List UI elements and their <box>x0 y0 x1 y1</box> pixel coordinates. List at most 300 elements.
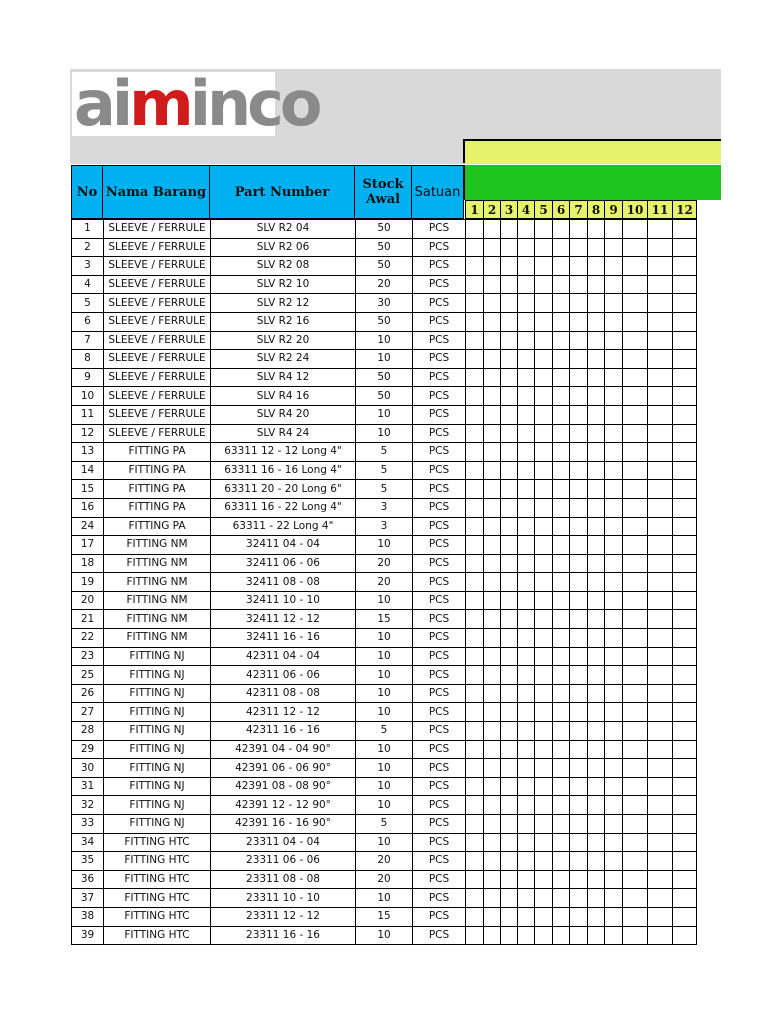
month-cell[interactable] <box>466 443 484 462</box>
month-cell[interactable] <box>484 684 501 703</box>
month-cell[interactable] <box>501 331 518 350</box>
month-cell[interactable] <box>648 591 673 610</box>
month-cell[interactable] <box>623 536 648 555</box>
month-cell[interactable] <box>484 759 501 778</box>
month-cell[interactable] <box>673 536 697 555</box>
month-cell[interactable] <box>648 275 673 294</box>
month-cell[interactable] <box>535 722 553 741</box>
month-cell[interactable] <box>623 703 648 722</box>
month-cell[interactable] <box>605 722 623 741</box>
month-cell[interactable] <box>623 368 648 387</box>
month-cell[interactable] <box>535 517 553 536</box>
month-cell[interactable] <box>648 461 673 480</box>
month-cell[interactable] <box>570 350 588 369</box>
month-cell[interactable] <box>501 443 518 462</box>
month-cell[interactable] <box>553 294 570 313</box>
month-cell[interactable] <box>673 517 697 536</box>
month-cell[interactable] <box>605 759 623 778</box>
month-cell[interactable] <box>484 833 501 852</box>
month-cell[interactable] <box>553 759 570 778</box>
month-cell[interactable] <box>623 331 648 350</box>
month-cell[interactable] <box>466 759 484 778</box>
month-cell[interactable] <box>466 610 484 629</box>
month-cell[interactable] <box>484 666 501 685</box>
month-cell[interactable] <box>518 647 535 666</box>
month-cell[interactable] <box>623 554 648 573</box>
month-cell[interactable] <box>605 294 623 313</box>
month-cell[interactable] <box>648 220 673 239</box>
month-cell[interactable] <box>501 703 518 722</box>
month-cell[interactable] <box>484 777 501 796</box>
month-cell[interactable] <box>588 387 605 406</box>
month-cell[interactable] <box>535 759 553 778</box>
month-cell[interactable] <box>518 759 535 778</box>
month-cell[interactable] <box>518 629 535 648</box>
month-cell[interactable] <box>605 554 623 573</box>
month-cell[interactable] <box>484 461 501 480</box>
month-cell[interactable] <box>673 889 697 908</box>
month-cell[interactable] <box>673 368 697 387</box>
month-cell[interactable] <box>673 926 697 945</box>
month-cell[interactable] <box>518 257 535 276</box>
month-cell[interactable] <box>518 591 535 610</box>
month-cell[interactable] <box>553 684 570 703</box>
month-cell[interactable] <box>570 331 588 350</box>
month-cell[interactable] <box>466 275 484 294</box>
month-cell[interactable] <box>605 275 623 294</box>
month-cell[interactable] <box>484 610 501 629</box>
month-cell[interactable] <box>553 554 570 573</box>
month-cell[interactable] <box>466 368 484 387</box>
month-cell[interactable] <box>466 517 484 536</box>
month-cell[interactable] <box>518 777 535 796</box>
month-cell[interactable] <box>535 275 553 294</box>
month-cell[interactable] <box>553 536 570 555</box>
month-cell[interactable] <box>648 815 673 834</box>
month-cell[interactable] <box>648 740 673 759</box>
month-cell[interactable] <box>648 257 673 276</box>
month-cell[interactable] <box>623 238 648 257</box>
month-cell[interactable] <box>484 591 501 610</box>
month-cell[interactable] <box>518 926 535 945</box>
month-cell[interactable] <box>466 461 484 480</box>
month-cell[interactable] <box>501 777 518 796</box>
month-cell[interactable] <box>484 405 501 424</box>
month-cell[interactable] <box>673 275 697 294</box>
month-cell[interactable] <box>648 703 673 722</box>
month-cell[interactable] <box>623 480 648 499</box>
month-cell[interactable] <box>673 684 697 703</box>
month-cell[interactable] <box>484 647 501 666</box>
month-cell[interactable] <box>501 740 518 759</box>
month-cell[interactable] <box>518 517 535 536</box>
month-cell[interactable] <box>673 405 697 424</box>
month-cell[interactable] <box>518 480 535 499</box>
month-cell[interactable] <box>605 238 623 257</box>
month-cell[interactable] <box>466 926 484 945</box>
month-cell[interactable] <box>501 796 518 815</box>
month-cell[interactable] <box>623 424 648 443</box>
month-cell[interactable] <box>570 703 588 722</box>
month-cell[interactable] <box>673 852 697 871</box>
month-cell[interactable] <box>518 870 535 889</box>
month-cell[interactable] <box>623 759 648 778</box>
month-cell[interactable] <box>466 629 484 648</box>
month-cell[interactable] <box>570 257 588 276</box>
month-cell[interactable] <box>484 220 501 239</box>
month-cell[interactable] <box>673 629 697 648</box>
month-cell[interactable] <box>553 870 570 889</box>
month-cell[interactable] <box>553 238 570 257</box>
month-cell[interactable] <box>518 294 535 313</box>
month-cell[interactable] <box>501 889 518 908</box>
month-cell[interactable] <box>501 461 518 480</box>
month-cell[interactable] <box>484 331 501 350</box>
month-cell[interactable] <box>605 926 623 945</box>
month-cell[interactable] <box>501 815 518 834</box>
month-cell[interactable] <box>518 833 535 852</box>
month-cell[interactable] <box>623 907 648 926</box>
month-cell[interactable] <box>588 815 605 834</box>
month-cell[interactable] <box>553 722 570 741</box>
month-cell[interactable] <box>518 796 535 815</box>
month-cell[interactable] <box>466 536 484 555</box>
month-cell[interactable] <box>553 312 570 331</box>
month-cell[interactable] <box>518 740 535 759</box>
month-cell[interactable] <box>623 926 648 945</box>
month-cell[interactable] <box>466 647 484 666</box>
month-cell[interactable] <box>588 796 605 815</box>
month-cell[interactable] <box>605 852 623 871</box>
month-cell[interactable] <box>605 461 623 480</box>
month-cell[interactable] <box>605 573 623 592</box>
month-cell[interactable] <box>535 889 553 908</box>
month-cell[interactable] <box>501 405 518 424</box>
month-cell[interactable] <box>623 443 648 462</box>
month-cell[interactable] <box>466 907 484 926</box>
month-cell[interactable] <box>673 331 697 350</box>
month-cell[interactable] <box>553 573 570 592</box>
month-cell[interactable] <box>588 740 605 759</box>
month-cell[interactable] <box>518 610 535 629</box>
month-cell[interactable] <box>535 796 553 815</box>
month-cell[interactable] <box>623 684 648 703</box>
month-cell[interactable] <box>466 889 484 908</box>
month-cell[interactable] <box>673 591 697 610</box>
month-cell[interactable] <box>605 777 623 796</box>
month-cell[interactable] <box>466 238 484 257</box>
month-cell[interactable] <box>623 722 648 741</box>
month-cell[interactable] <box>535 257 553 276</box>
month-cell[interactable] <box>501 591 518 610</box>
month-cell[interactable] <box>570 815 588 834</box>
month-cell[interactable] <box>605 312 623 331</box>
month-cell[interactable] <box>553 517 570 536</box>
month-cell[interactable] <box>588 554 605 573</box>
month-cell[interactable] <box>588 907 605 926</box>
month-cell[interactable] <box>501 722 518 741</box>
month-cell[interactable] <box>673 257 697 276</box>
month-cell[interactable] <box>588 443 605 462</box>
month-cell[interactable] <box>466 852 484 871</box>
month-cell[interactable] <box>570 796 588 815</box>
month-cell[interactable] <box>570 312 588 331</box>
month-cell[interactable] <box>501 926 518 945</box>
month-cell[interactable] <box>605 629 623 648</box>
month-cell[interactable] <box>501 368 518 387</box>
month-cell[interactable] <box>623 889 648 908</box>
month-cell[interactable] <box>484 443 501 462</box>
month-cell[interactable] <box>673 647 697 666</box>
month-cell[interactable] <box>553 926 570 945</box>
month-cell[interactable] <box>535 331 553 350</box>
month-cell[interactable] <box>518 350 535 369</box>
month-cell[interactable] <box>588 275 605 294</box>
month-cell[interactable] <box>673 815 697 834</box>
month-cell[interactable] <box>623 591 648 610</box>
month-cell[interactable] <box>588 257 605 276</box>
month-cell[interactable] <box>623 666 648 685</box>
month-cell[interactable] <box>588 666 605 685</box>
month-cell[interactable] <box>588 331 605 350</box>
month-cell[interactable] <box>648 573 673 592</box>
month-cell[interactable] <box>570 461 588 480</box>
month-cell[interactable] <box>535 238 553 257</box>
month-cell[interactable] <box>605 610 623 629</box>
month-cell[interactable] <box>673 666 697 685</box>
month-cell[interactable] <box>588 238 605 257</box>
month-cell[interactable] <box>648 907 673 926</box>
month-cell[interactable] <box>588 926 605 945</box>
month-cell[interactable] <box>484 722 501 741</box>
month-cell[interactable] <box>484 238 501 257</box>
month-cell[interactable] <box>466 312 484 331</box>
month-cell[interactable] <box>570 907 588 926</box>
month-cell[interactable] <box>623 777 648 796</box>
month-cell[interactable] <box>535 294 553 313</box>
month-cell[interactable] <box>673 443 697 462</box>
month-cell[interactable] <box>535 777 553 796</box>
month-cell[interactable] <box>648 759 673 778</box>
month-cell[interactable] <box>553 815 570 834</box>
month-cell[interactable] <box>535 480 553 499</box>
month-cell[interactable] <box>484 629 501 648</box>
month-cell[interactable] <box>605 591 623 610</box>
month-cell[interactable] <box>570 926 588 945</box>
month-cell[interactable] <box>535 833 553 852</box>
month-cell[interactable] <box>623 852 648 871</box>
month-cell[interactable] <box>501 536 518 555</box>
month-cell[interactable] <box>501 870 518 889</box>
month-cell[interactable] <box>518 703 535 722</box>
month-cell[interactable] <box>518 461 535 480</box>
month-cell[interactable] <box>648 833 673 852</box>
month-cell[interactable] <box>484 312 501 331</box>
month-cell[interactable] <box>648 647 673 666</box>
month-cell[interactable] <box>518 907 535 926</box>
month-cell[interactable] <box>553 275 570 294</box>
month-cell[interactable] <box>553 461 570 480</box>
month-cell[interactable] <box>501 554 518 573</box>
month-cell[interactable] <box>484 350 501 369</box>
month-cell[interactable] <box>623 610 648 629</box>
month-cell[interactable] <box>623 405 648 424</box>
month-cell[interactable] <box>501 387 518 406</box>
month-cell[interactable] <box>535 870 553 889</box>
month-cell[interactable] <box>673 573 697 592</box>
month-cell[interactable] <box>570 833 588 852</box>
month-cell[interactable] <box>648 443 673 462</box>
month-cell[interactable] <box>605 684 623 703</box>
month-cell[interactable] <box>648 796 673 815</box>
month-cell[interactable] <box>570 610 588 629</box>
month-cell[interactable] <box>466 796 484 815</box>
month-cell[interactable] <box>605 907 623 926</box>
month-cell[interactable] <box>518 220 535 239</box>
month-cell[interactable] <box>605 257 623 276</box>
month-cell[interactable] <box>570 238 588 257</box>
month-cell[interactable] <box>648 387 673 406</box>
month-cell[interactable] <box>605 647 623 666</box>
month-cell[interactable] <box>605 405 623 424</box>
month-cell[interactable] <box>570 759 588 778</box>
month-cell[interactable] <box>501 257 518 276</box>
month-cell[interactable] <box>588 498 605 517</box>
month-cell[interactable] <box>501 666 518 685</box>
month-cell[interactable] <box>553 368 570 387</box>
month-cell[interactable] <box>648 852 673 871</box>
month-cell[interactable] <box>466 703 484 722</box>
month-cell[interactable] <box>648 517 673 536</box>
month-cell[interactable] <box>570 498 588 517</box>
month-cell[interactable] <box>588 684 605 703</box>
month-cell[interactable] <box>484 815 501 834</box>
month-cell[interactable] <box>570 740 588 759</box>
month-cell[interactable] <box>553 629 570 648</box>
month-cell[interactable] <box>518 498 535 517</box>
month-cell[interactable] <box>570 722 588 741</box>
month-cell[interactable] <box>484 480 501 499</box>
month-cell[interactable] <box>501 238 518 257</box>
month-cell[interactable] <box>648 777 673 796</box>
month-cell[interactable] <box>535 461 553 480</box>
month-cell[interactable] <box>673 722 697 741</box>
month-cell[interactable] <box>501 647 518 666</box>
month-cell[interactable] <box>484 498 501 517</box>
month-cell[interactable] <box>605 443 623 462</box>
month-cell[interactable] <box>535 498 553 517</box>
month-cell[interactable] <box>673 740 697 759</box>
month-cell[interactable] <box>553 257 570 276</box>
month-cell[interactable] <box>518 573 535 592</box>
month-cell[interactable] <box>605 387 623 406</box>
month-cell[interactable] <box>605 703 623 722</box>
month-cell[interactable] <box>553 220 570 239</box>
month-cell[interactable] <box>484 796 501 815</box>
month-cell[interactable] <box>466 684 484 703</box>
month-cell[interactable] <box>553 796 570 815</box>
month-cell[interactable] <box>648 554 673 573</box>
month-cell[interactable] <box>553 666 570 685</box>
month-cell[interactable] <box>588 647 605 666</box>
month-cell[interactable] <box>535 666 553 685</box>
month-cell[interactable] <box>501 852 518 871</box>
month-cell[interactable] <box>535 591 553 610</box>
month-cell[interactable] <box>553 405 570 424</box>
month-cell[interactable] <box>570 387 588 406</box>
month-cell[interactable] <box>484 573 501 592</box>
month-cell[interactable] <box>588 870 605 889</box>
month-cell[interactable] <box>648 331 673 350</box>
month-cell[interactable] <box>535 350 553 369</box>
month-cell[interactable] <box>605 889 623 908</box>
month-cell[interactable] <box>648 629 673 648</box>
month-cell[interactable] <box>605 870 623 889</box>
month-cell[interactable] <box>570 591 588 610</box>
month-cell[interactable] <box>535 312 553 331</box>
month-cell[interactable] <box>588 573 605 592</box>
month-cell[interactable] <box>535 684 553 703</box>
month-cell[interactable] <box>605 796 623 815</box>
month-cell[interactable] <box>484 870 501 889</box>
month-cell[interactable] <box>648 684 673 703</box>
month-cell[interactable] <box>501 498 518 517</box>
month-cell[interactable] <box>673 387 697 406</box>
month-cell[interactable] <box>605 536 623 555</box>
month-cell[interactable] <box>484 387 501 406</box>
month-cell[interactable] <box>673 312 697 331</box>
month-cell[interactable] <box>518 554 535 573</box>
month-cell[interactable] <box>588 703 605 722</box>
month-cell[interactable] <box>588 368 605 387</box>
month-cell[interactable] <box>588 312 605 331</box>
month-cell[interactable] <box>570 554 588 573</box>
month-cell[interactable] <box>673 610 697 629</box>
month-cell[interactable] <box>648 722 673 741</box>
month-cell[interactable] <box>501 517 518 536</box>
month-cell[interactable] <box>588 629 605 648</box>
month-cell[interactable] <box>648 350 673 369</box>
month-cell[interactable] <box>501 610 518 629</box>
month-cell[interactable] <box>648 610 673 629</box>
month-cell[interactable] <box>553 498 570 517</box>
month-cell[interactable] <box>466 573 484 592</box>
month-cell[interactable] <box>623 220 648 239</box>
month-cell[interactable] <box>648 870 673 889</box>
month-cell[interactable] <box>648 424 673 443</box>
month-cell[interactable] <box>623 517 648 536</box>
month-cell[interactable] <box>535 815 553 834</box>
month-cell[interactable] <box>570 275 588 294</box>
month-cell[interactable] <box>570 220 588 239</box>
month-cell[interactable] <box>623 629 648 648</box>
month-cell[interactable] <box>648 312 673 331</box>
month-cell[interactable] <box>588 591 605 610</box>
month-cell[interactable] <box>518 852 535 871</box>
month-cell[interactable] <box>518 889 535 908</box>
month-cell[interactable] <box>570 368 588 387</box>
month-cell[interactable] <box>605 480 623 499</box>
month-cell[interactable] <box>588 424 605 443</box>
month-cell[interactable] <box>605 498 623 517</box>
month-cell[interactable] <box>605 350 623 369</box>
month-cell[interactable] <box>570 536 588 555</box>
month-cell[interactable] <box>570 870 588 889</box>
month-cell[interactable] <box>570 573 588 592</box>
month-cell[interactable] <box>484 275 501 294</box>
month-cell[interactable] <box>501 350 518 369</box>
month-cell[interactable] <box>553 350 570 369</box>
